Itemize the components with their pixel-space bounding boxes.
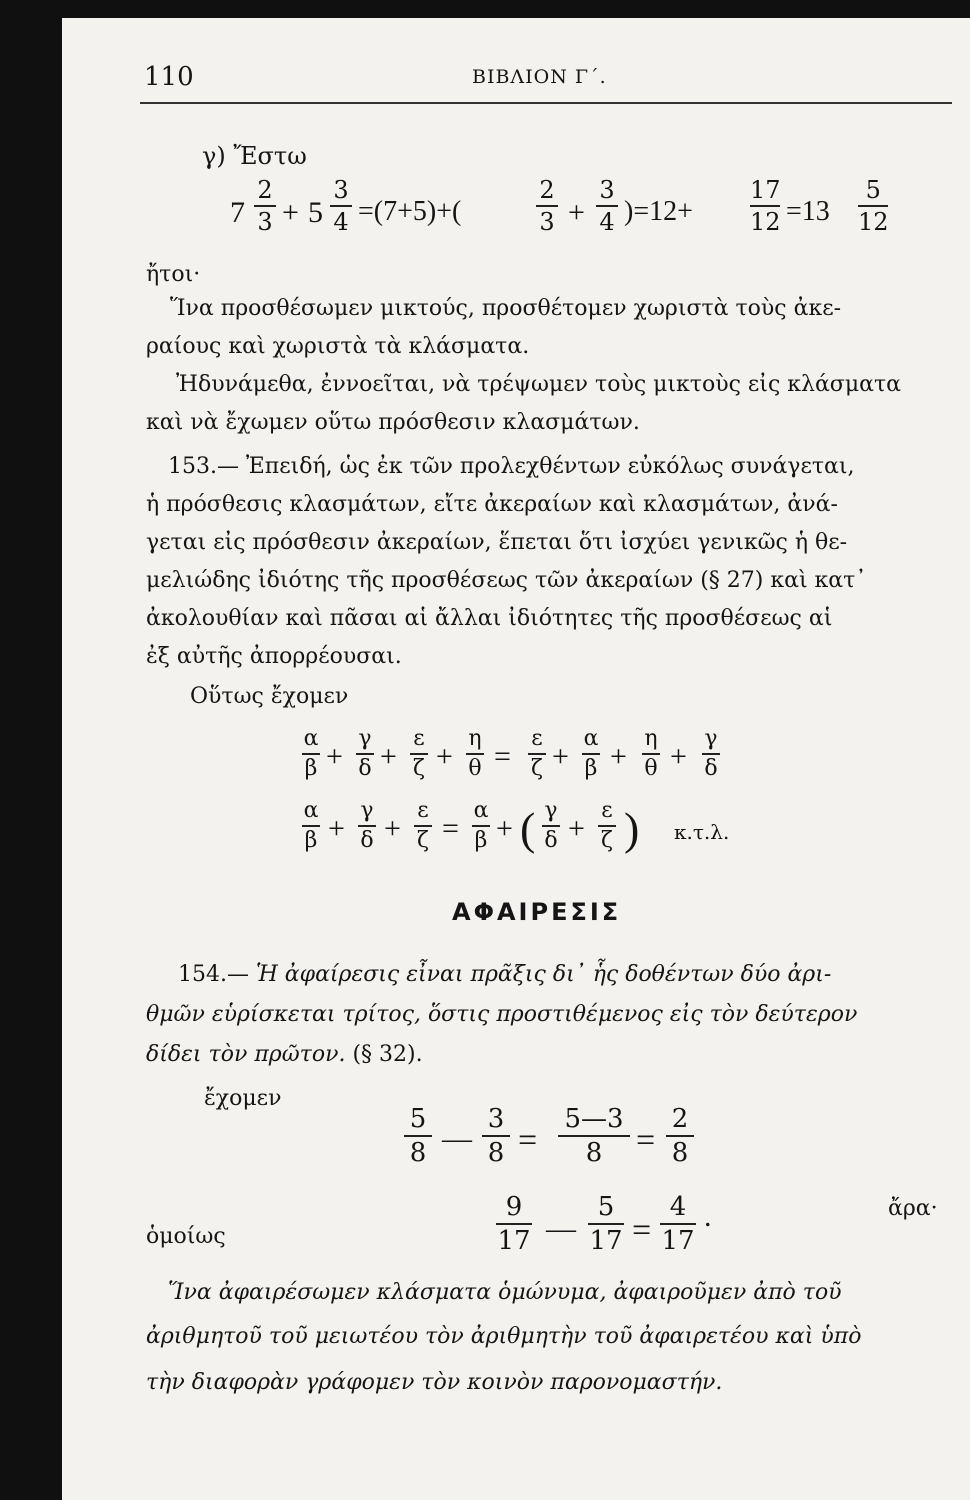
denominator: δ	[358, 756, 372, 781]
row1-frac-2	[356, 728, 374, 780]
omoios-word: ὁμοίως	[146, 1224, 226, 1249]
para4-line: Οὕτως ἔχομεν	[190, 684, 349, 709]
denominator: ζ	[413, 756, 425, 781]
fraction-bar	[542, 825, 560, 827]
denominator: ζ	[417, 828, 429, 853]
numerator: α	[583, 726, 599, 751]
row2-frac-4	[472, 800, 490, 852]
denominator: 8	[585, 1138, 603, 1168]
section-number: 154.—	[178, 962, 256, 987]
book-page	[62, 18, 970, 1500]
denominator: 4	[333, 208, 349, 236]
eq4-frac-2	[588, 1194, 624, 1254]
numerator: ε	[417, 798, 429, 823]
denominator: 3	[539, 208, 555, 236]
row1-frac-7	[642, 728, 660, 780]
numerator: 3	[599, 176, 615, 204]
row1-plus-3: +	[436, 740, 453, 773]
row2-plus-4: +	[568, 812, 585, 845]
numerator: 5	[409, 1104, 427, 1134]
fraction-bar	[588, 1223, 624, 1225]
numerator: 9	[505, 1192, 523, 1222]
numerator: ε	[413, 726, 425, 751]
denominator: ζ	[531, 756, 543, 781]
eq1-fraction-4	[596, 178, 618, 234]
denominator: ζ	[601, 828, 613, 853]
fraction-bar	[666, 1135, 694, 1137]
eq1-whole-2: 5	[308, 196, 323, 229]
row2-frac-5	[542, 800, 560, 852]
page-number: 110	[144, 62, 194, 92]
eq1-fraction-1	[254, 178, 276, 234]
row2-frac-1	[302, 800, 320, 852]
fraction-bar	[414, 825, 432, 827]
row1-plus-1: +	[326, 740, 343, 773]
section-reference: (§ 32).	[352, 1042, 423, 1067]
fraction-bar	[254, 205, 276, 207]
denominator: 17	[661, 1226, 695, 1256]
numerator: 2	[257, 176, 273, 204]
fraction-bar	[404, 1135, 432, 1137]
row2-frac-6	[598, 800, 616, 852]
fraction-bar	[466, 753, 484, 755]
numerator: η	[468, 726, 482, 751]
numerator: 4	[669, 1192, 687, 1222]
para5-line3	[146, 1042, 423, 1067]
numerator: α	[473, 798, 489, 823]
eq4-minus: —	[546, 1212, 576, 1245]
para3-line3: γεται εἰς πρόσθεσιν ἀκεραίων, ἕπεται ὅτι ἰσχύει γενικῶς ἡ θε-	[146, 530, 848, 555]
row1-frac-4	[466, 728, 484, 780]
fraction-bar	[750, 205, 780, 207]
row1-plus-5: +	[610, 740, 627, 773]
fraction-bar	[410, 753, 428, 755]
numerator: 2	[671, 1104, 689, 1134]
fraction-bar	[642, 753, 660, 755]
numerator: 17	[750, 176, 781, 204]
row2-close-paren: )	[624, 803, 640, 854]
definition-text: Ἡ ἀφαίρεσις εἶναι πρᾶξις δι᾽ ἧς δοθέντων δύο ἀρι-	[255, 962, 832, 987]
para2-line2: καὶ νὰ ἔχωμεν οὕτω πρόσθεσιν κλασμάτων.	[146, 410, 640, 435]
fraction-bar	[472, 825, 490, 827]
definition-end: δίδει τὸν πρῶτον.	[146, 1042, 346, 1067]
section-heading: ΑΦΑΙΡΕΣΙΣ	[452, 898, 622, 926]
denominator: 4	[599, 208, 615, 236]
row2-open-paren: (	[520, 803, 536, 854]
eq4-frac-3	[660, 1194, 696, 1254]
fraction-bar	[302, 825, 320, 827]
para6-line3: τὴν διαφορὰν γράφομεν τὸν κοινὸν παρονομαστήν.	[146, 1370, 723, 1395]
numerator: γ	[360, 798, 374, 823]
denominator: 8	[671, 1138, 689, 1168]
eq4-equals: =	[632, 1212, 652, 1249]
eq1-plus-1: +	[282, 196, 299, 229]
fraction-bar	[660, 1223, 696, 1225]
numerator: 3	[487, 1104, 505, 1134]
denominator: δ	[544, 828, 558, 853]
row2-frac-2	[358, 800, 376, 852]
row2-plus-3: +	[496, 812, 513, 845]
header-rule	[140, 102, 952, 104]
denominator: 17	[589, 1226, 623, 1256]
eq1-whole-1: 7	[230, 196, 245, 229]
eq4-frac-1	[496, 1194, 532, 1254]
numerator: 5	[597, 1192, 615, 1222]
row1-frac-8	[702, 728, 720, 780]
row2-equals: =	[442, 812, 459, 845]
para3-line6: ἐξ αὐτῆς ἀπορρέουσαι.	[146, 644, 402, 669]
numerator: γ	[704, 726, 718, 751]
fraction-bar	[528, 753, 546, 755]
fraction-bar	[302, 753, 320, 755]
numerator: 2	[539, 176, 555, 204]
para5-line2: θμῶν εὑρίσκεται τρίτος, ὅστις προστιθέμενος εἰς τὸν δεύτερον	[146, 1002, 858, 1027]
fraction-bar	[330, 205, 352, 207]
ara-word: ἄρα·	[888, 1196, 938, 1221]
eq3-frac-3	[558, 1106, 630, 1166]
fraction-bar	[356, 753, 374, 755]
denominator: δ	[360, 828, 374, 853]
eq1-fraction-3	[536, 178, 558, 234]
numerator: γ	[358, 726, 372, 751]
fraction-bar	[358, 825, 376, 827]
fraction-bar	[598, 825, 616, 827]
row1-frac-1	[302, 728, 320, 780]
eq1-fraction-5	[750, 178, 781, 234]
fraction-bar	[596, 205, 618, 207]
para3-line1: 153.— Ἐπειδή, ὡς ἐκ τῶν προλεχθέντων εὐκόλως συνάγεται,	[168, 454, 855, 479]
fraction-bar	[536, 205, 558, 207]
numerator: ε	[601, 798, 613, 823]
numerator: ε	[531, 726, 543, 751]
para3-line2: ἡ πρόσθεσις κλασμάτων, εἴτε ἀκεραίων καὶ κλασμάτων, ἀνά-	[146, 492, 838, 517]
denominator: β	[304, 756, 318, 781]
fraction-bar	[558, 1135, 630, 1137]
para6-line1: Ἵνα ἀφαιρέσωμεν κλάσματα ὁμώνυμα, ἀφαιροῦμεν ἀπὸ τοῦ	[168, 1280, 842, 1305]
para5-line1	[178, 962, 831, 987]
numerator: η	[644, 726, 658, 751]
para3-line4: μελιώδης ἰδιότης τῆς προσθέσεως τῶν ἀκεραίων (§ 27) καὶ κατ᾽	[146, 568, 867, 593]
numerator: 5—3	[564, 1104, 624, 1134]
row1-frac-5	[528, 728, 546, 780]
para1-line1: Ἵνα προσθέσωμεν μικτούς, προσθέτομεν χωριστὰ τοὺς ἀκε-	[170, 296, 842, 321]
denominator: 3	[257, 208, 273, 236]
eq1-equals-13: =13	[786, 196, 830, 227]
row1-frac-3	[410, 728, 428, 780]
para3-line5: ἀκολουθίαν καὶ πᾶσαι αἱ ἄλλαι ἰδιότητες τῆς προσθέσεως αἱ	[146, 606, 833, 631]
eq1-fraction-2	[330, 178, 352, 234]
row2-plus-2: +	[384, 812, 401, 845]
denominator: θ	[644, 756, 658, 781]
ktl-abbrev: κ.τ.λ.	[674, 820, 730, 844]
denominator: 8	[487, 1138, 505, 1168]
para1-line2: ραίους καὶ χωριστὰ τὰ κλάσματα.	[146, 334, 530, 359]
itoi-text: ἤτοι·	[146, 262, 201, 287]
row1-equals: =	[494, 740, 511, 773]
denominator: β	[584, 756, 598, 781]
running-title: ΒΙΒΛΙΟΝ Γ΄.	[472, 66, 607, 88]
echomen-word: ἔχομεν	[204, 1086, 282, 1111]
eq3-frac-1	[404, 1106, 432, 1166]
eq3-equals-2: =	[636, 1122, 656, 1159]
denominator: 12	[750, 208, 781, 236]
fraction-bar	[482, 1135, 510, 1137]
row1-plus-4: +	[552, 740, 569, 773]
numerator: 3	[333, 176, 349, 204]
numerator: 5	[865, 176, 881, 204]
denominator: 17	[497, 1226, 531, 1256]
row1-frac-6	[582, 728, 600, 780]
fraction-bar	[858, 205, 888, 207]
eq1-close: )=12+	[624, 196, 693, 227]
eq3-minus: —	[442, 1122, 472, 1155]
eq3-frac-2	[482, 1106, 510, 1166]
denominator: δ	[704, 756, 718, 781]
eq3-frac-4	[666, 1106, 694, 1166]
eq1-fraction-6	[858, 178, 889, 234]
row2-plus-1: +	[328, 812, 345, 845]
denominator: 8	[409, 1138, 427, 1168]
para2-line1: Ἠδυνάμεθα, ἐννοεῖται, νὰ τρέψωμεν τοὺς μικτοὺς εἰς κλάσματα	[176, 372, 902, 397]
numerator: α	[303, 726, 319, 751]
denominator: β	[474, 828, 488, 853]
gamma-label: γ) Ἔστω	[202, 142, 307, 170]
fraction-bar	[702, 753, 720, 755]
eq4-period: .	[704, 1200, 712, 1233]
fraction-bar	[496, 1223, 532, 1225]
denominator: 12	[858, 208, 889, 236]
fraction-bar	[582, 753, 600, 755]
row1-plus-2: +	[380, 740, 397, 773]
eq3-equals-1: =	[518, 1122, 538, 1159]
denominator: θ	[468, 756, 482, 781]
denominator: β	[304, 828, 318, 853]
numerator: α	[303, 798, 319, 823]
row2-frac-3	[414, 800, 432, 852]
eq1-plus-2: +	[568, 196, 585, 229]
row1-plus-6: +	[670, 740, 687, 773]
eq1-middle: =(7+5)+(	[358, 196, 462, 227]
para6-line2: ἀριθμητοῦ τοῦ μειωτέου τὸν ἀριθμητὴν τοῦ ἀφαιρετέου καὶ ὑπὸ	[146, 1324, 862, 1349]
numerator: γ	[544, 798, 558, 823]
